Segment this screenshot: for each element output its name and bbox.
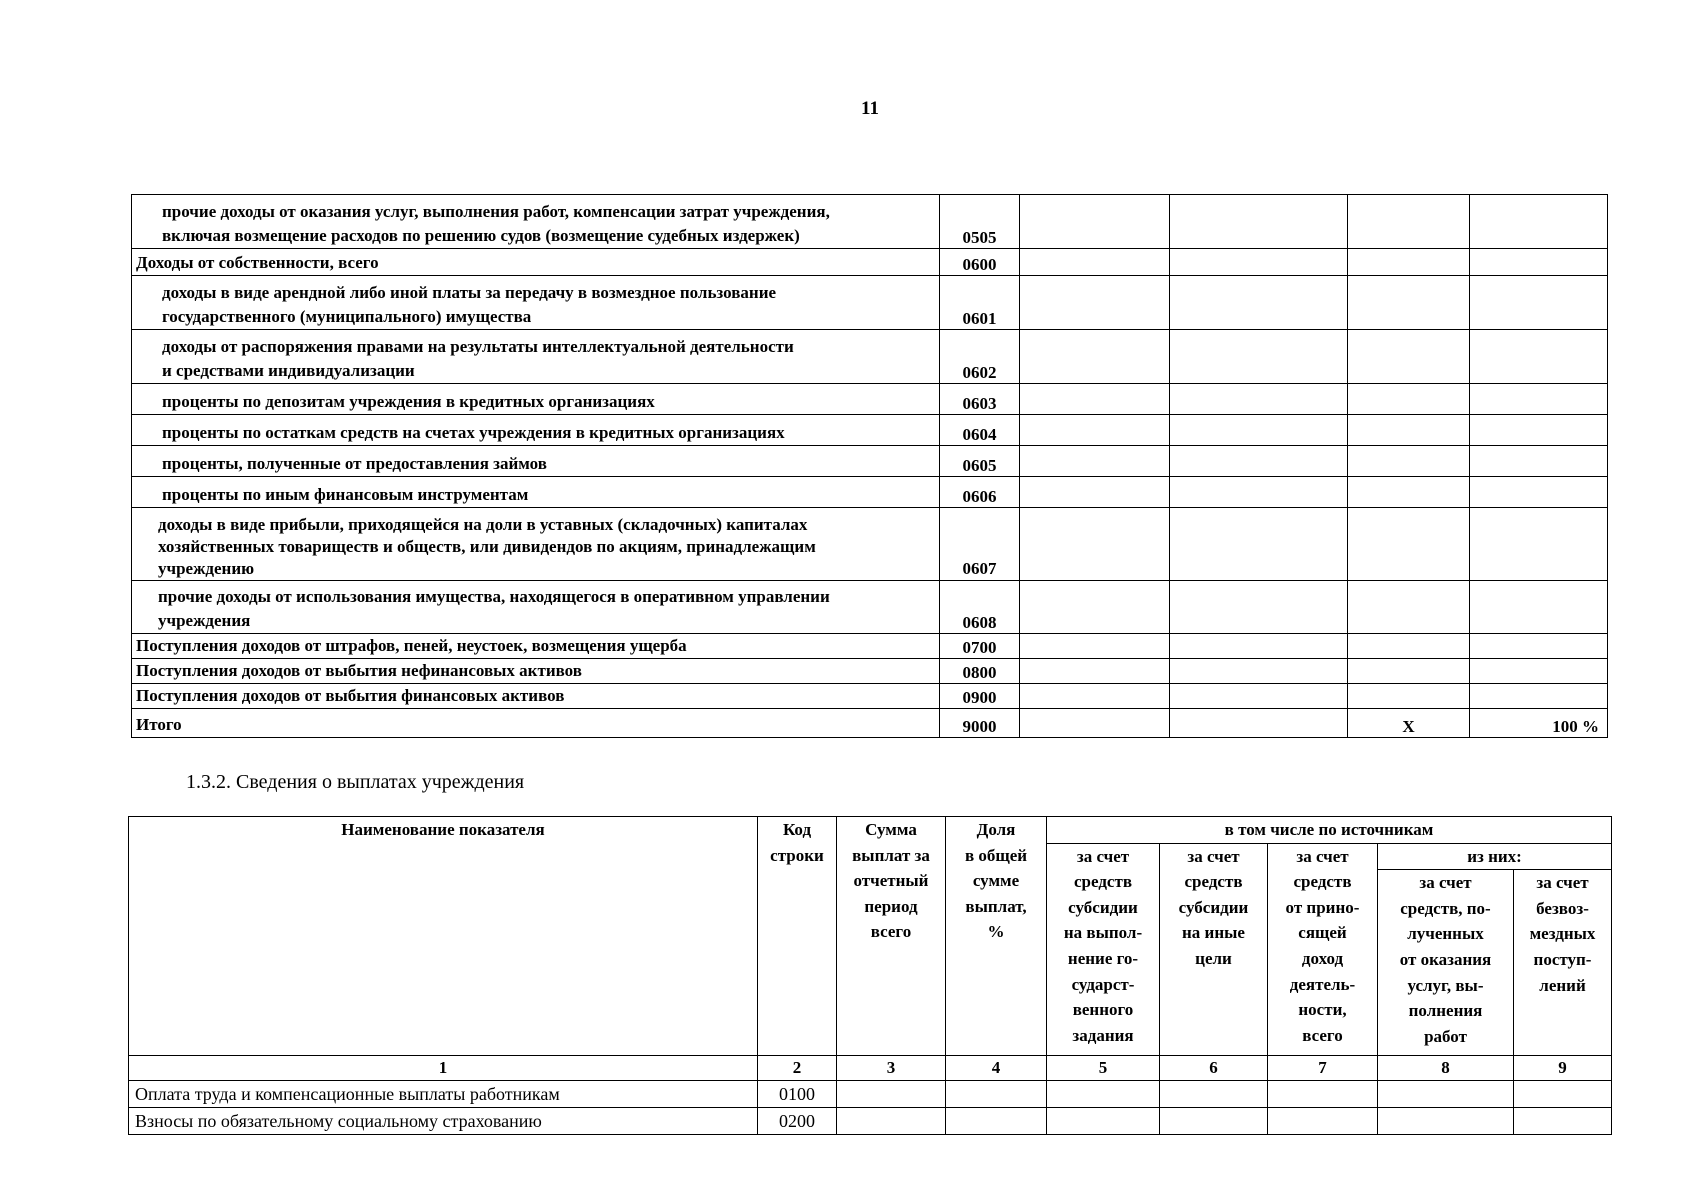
header-line: средств: [1293, 872, 1352, 892]
payments-table: [128, 816, 1612, 1135]
value-cell: [1170, 709, 1348, 738]
value-cell: [1170, 634, 1348, 659]
value-cell: [1170, 249, 1348, 276]
value-cell: [1020, 446, 1170, 477]
value-cell: [1020, 384, 1170, 415]
header-line: венного: [1072, 1000, 1134, 1020]
value-cell: [1348, 415, 1470, 446]
header-line: в общей: [964, 845, 1028, 865]
header-line: цели: [1195, 948, 1232, 968]
value-cell: [837, 1108, 946, 1135]
row-name: проценты по депозитам учреждения в кредитных организациях: [132, 384, 940, 415]
header-line: лученных: [1407, 924, 1484, 944]
table-row: [132, 384, 1608, 415]
value-cell: [1470, 508, 1608, 581]
header-line: сумме: [972, 871, 1020, 891]
value-cell: [837, 1081, 946, 1108]
column-number: 6: [1160, 1056, 1268, 1081]
column-number: 2: [758, 1056, 837, 1081]
row-name: Поступления доходов от выбытия нефинансовых активов: [132, 659, 940, 684]
header-line: всего: [870, 922, 912, 942]
header-line: деятель-: [1289, 974, 1356, 994]
value-cell: [1348, 330, 1470, 384]
header-col5: [1047, 843, 1160, 1056]
value-cell: [1470, 276, 1608, 330]
header-col8: [1378, 870, 1514, 1056]
value-cell: [1170, 415, 1348, 446]
row-name-line: учреждению: [158, 559, 255, 578]
value-cell: [1348, 384, 1470, 415]
row-name-line: доходы в виде прибыли, приходящейся на доли в уставных (складочных) капиталах: [158, 515, 808, 534]
table-row: [129, 1108, 1612, 1135]
row-code: 0100: [758, 1081, 837, 1108]
value-cell: [1514, 1108, 1612, 1135]
header-line: отчетный: [853, 871, 929, 891]
row-code: 0606: [940, 477, 1020, 508]
header-line: на иные: [1182, 923, 1245, 943]
column-number: 1: [129, 1056, 758, 1081]
row-name: Оплата труда и компенсационные выплаты работникам: [129, 1081, 758, 1108]
header-line: полнения: [1408, 1001, 1483, 1021]
column-number: 4: [946, 1056, 1047, 1081]
table-row: [129, 1081, 1612, 1108]
header-line: сударст-: [1071, 974, 1135, 994]
header-line: сящей: [1298, 923, 1347, 943]
total-percent: 100 %: [1470, 709, 1608, 738]
row-code: 0600: [940, 249, 1020, 276]
row-name: проценты, полученные от предоставления займов: [132, 446, 940, 477]
value-cell: [1160, 1081, 1268, 1108]
table-row: [132, 581, 1608, 634]
row-code: 0605: [940, 446, 1020, 477]
value-cell: [1020, 659, 1170, 684]
value-cell: [1514, 1081, 1612, 1108]
value-cell: [1020, 581, 1170, 634]
value-cell: [1268, 1108, 1378, 1135]
header-line: Код: [782, 820, 812, 839]
row-name-line: учреждения: [158, 611, 251, 630]
header-line: выплат,: [965, 896, 1027, 916]
header-line: работ: [1424, 1026, 1467, 1046]
value-cell: [1020, 415, 1170, 446]
header-line: выплат за: [852, 845, 930, 865]
value-cell: [1170, 384, 1348, 415]
value-cell: [1047, 1081, 1160, 1108]
header-name: Наименование показателя: [129, 817, 758, 1056]
row-name: проценты по иным финансовым инструментам: [132, 477, 940, 508]
value-cell: [1020, 249, 1170, 276]
header-line: субсидии: [1068, 897, 1138, 917]
value-cell: [1348, 276, 1470, 330]
header-line: от прино-: [1285, 897, 1360, 917]
table-row: [132, 477, 1608, 508]
value-cell: [1470, 477, 1608, 508]
header-sum: [837, 817, 946, 1056]
column-number: 7: [1268, 1056, 1378, 1081]
header-line: ности,: [1298, 1000, 1347, 1020]
row-code: 0607: [940, 508, 1020, 581]
row-code: 0200: [758, 1108, 837, 1135]
value-cell: [1020, 709, 1170, 738]
table-row: [132, 249, 1608, 276]
header-col7: [1268, 843, 1378, 1056]
header-line: задания: [1072, 1025, 1134, 1045]
row-name: [132, 330, 940, 384]
row-code: 9000: [940, 709, 1020, 738]
table-row: [132, 276, 1608, 330]
header-of-them: из них:: [1378, 843, 1612, 870]
row-name: Поступления доходов от штрафов, пеней, неустоек, возмещения ущерба: [132, 634, 940, 659]
value-cell: [1020, 330, 1170, 384]
value-cell: [946, 1081, 1047, 1108]
header-line: поступ-: [1533, 949, 1592, 969]
value-cell: [1020, 508, 1170, 581]
value-cell: [1047, 1108, 1160, 1135]
value-cell: [1378, 1081, 1514, 1108]
row-code: 0700: [940, 634, 1020, 659]
header-line: средств: [1074, 872, 1132, 892]
value-cell: [1170, 508, 1348, 581]
header-line: от оказания: [1399, 949, 1492, 969]
header-line: Сумма: [865, 820, 917, 839]
header-line: за счет: [1536, 873, 1589, 893]
row-code: 0602: [940, 330, 1020, 384]
header-line: доход: [1301, 948, 1344, 968]
table-row: [132, 330, 1608, 384]
column-number: 3: [837, 1056, 946, 1081]
row-name-line: доходы от распоряжения правами на результаты интеллектуальной деятельности: [162, 337, 794, 356]
header-code: [758, 817, 837, 1056]
value-cell: [1470, 249, 1608, 276]
row-name-line: и средствами индивидуализации: [162, 361, 415, 380]
total-row: [132, 709, 1608, 738]
row-name-line: доходы в виде арендной либо иной платы за передачу в возмездное пользование: [162, 283, 777, 302]
total-label: Итого: [132, 709, 940, 738]
header-line: безвоз-: [1536, 898, 1589, 918]
row-name: [132, 508, 940, 581]
header-line: Доля: [976, 820, 1016, 839]
header-line: строки: [770, 845, 824, 865]
value-cell: [1348, 249, 1470, 276]
header-line: на выпол-: [1063, 923, 1143, 943]
header-line: период: [864, 896, 918, 916]
value-cell: [1348, 684, 1470, 709]
value-cell: [1348, 581, 1470, 634]
header-line: услуг, вы-: [1407, 975, 1484, 995]
value-cell: [946, 1108, 1047, 1135]
header-line: всего: [1302, 1025, 1343, 1045]
row-name: Поступления доходов от выбытия финансовых активов: [132, 684, 940, 709]
table-row: [132, 508, 1608, 581]
row-name: Взносы по обязательному социальному страхованию: [129, 1108, 758, 1135]
header-line: средств: [1184, 872, 1243, 892]
row-name: [132, 276, 940, 330]
table-row: [132, 195, 1608, 249]
value-cell: [1170, 330, 1348, 384]
value-cell: [1470, 384, 1608, 415]
row-name-line: прочие доходы от использования имущества, находящегося в оперативном управлении: [158, 587, 830, 606]
value-cell: [1470, 659, 1608, 684]
header-line: за счет: [1419, 873, 1472, 893]
value-cell: [1470, 684, 1608, 709]
header-share: [946, 817, 1047, 1056]
row-name-line: хозяйственных товариществ и обществ, или дивидендов по акциям, принадлежащим: [158, 537, 816, 556]
value-cell: [1020, 634, 1170, 659]
row-name: проценты по остаткам средств на счетах учреждения в кредитных организациях: [132, 415, 940, 446]
income-table: [131, 194, 1608, 738]
header-line: лений: [1539, 975, 1586, 995]
header-row: [129, 817, 1612, 844]
value-cell: [1020, 195, 1170, 249]
value-cell: [1348, 477, 1470, 508]
column-number-row: [129, 1056, 1612, 1081]
table-row: [132, 415, 1608, 446]
row-name: [132, 581, 940, 634]
value-cell: [1170, 477, 1348, 508]
table-row: [132, 659, 1608, 684]
column-number: 9: [1514, 1056, 1612, 1081]
header-line: за счет: [1076, 846, 1130, 866]
table-row: [132, 446, 1608, 477]
header-line: мездных: [1529, 924, 1596, 944]
value-cell: [1170, 659, 1348, 684]
row-code: 0604: [940, 415, 1020, 446]
header-sources: в том числе по источникам: [1047, 817, 1612, 844]
row-code: 0900: [940, 684, 1020, 709]
value-cell: [1348, 634, 1470, 659]
value-cell: [1020, 477, 1170, 508]
row-code: 0505: [940, 195, 1020, 249]
value-cell: [1470, 634, 1608, 659]
table-row: [132, 634, 1608, 659]
row-name-line: включая возмещение расходов по решению судов (возмещение судебных издержек): [162, 226, 800, 245]
row-name: Доходы от собственности, всего: [132, 249, 940, 276]
header-line: за счет: [1187, 846, 1240, 866]
value-cell: [1470, 415, 1608, 446]
value-cell: [1020, 276, 1170, 330]
value-cell: [1348, 446, 1470, 477]
column-number: 5: [1047, 1056, 1160, 1081]
row-code: 0800: [940, 659, 1020, 684]
header-line: средств, по-: [1400, 898, 1491, 918]
header-line: нение го-: [1067, 948, 1139, 968]
value-cell: [1470, 330, 1608, 384]
row-name-line: прочие доходы от оказания услуг, выполнения работ, компенсации затрат учреждения,: [162, 202, 830, 221]
header-line: %: [987, 922, 1005, 942]
row-name: [132, 195, 940, 249]
row-name-line: государственного (муниципального) имущества: [162, 307, 532, 326]
value-cell: [1470, 446, 1608, 477]
value-cell: [1170, 195, 1348, 249]
value-cell: [1348, 659, 1470, 684]
value-cell: [1470, 195, 1608, 249]
value-cell: [1348, 508, 1470, 581]
value-cell: [1170, 684, 1348, 709]
value-cell: [1160, 1108, 1268, 1135]
header-line: субсидии: [1178, 897, 1249, 917]
row-code: 0603: [940, 384, 1020, 415]
value-cell: [1378, 1108, 1514, 1135]
value-cell: [1268, 1081, 1378, 1108]
header-line: за счет: [1296, 846, 1349, 866]
total-x-mark: X: [1348, 709, 1470, 738]
table-row: [132, 684, 1608, 709]
value-cell: [1348, 195, 1470, 249]
value-cell: [1170, 276, 1348, 330]
column-number: 8: [1378, 1056, 1514, 1081]
row-code: 0601: [940, 276, 1020, 330]
value-cell: [1170, 581, 1348, 634]
row-code: 0608: [940, 581, 1020, 634]
header-col9: [1514, 870, 1612, 1056]
value-cell: [1470, 581, 1608, 634]
section-title: 1.3.2. Сведения о выплатах учреждения: [186, 771, 525, 793]
page-number: 11: [861, 98, 879, 119]
header-col6: [1160, 843, 1268, 1056]
value-cell: [1020, 684, 1170, 709]
value-cell: [1170, 446, 1348, 477]
